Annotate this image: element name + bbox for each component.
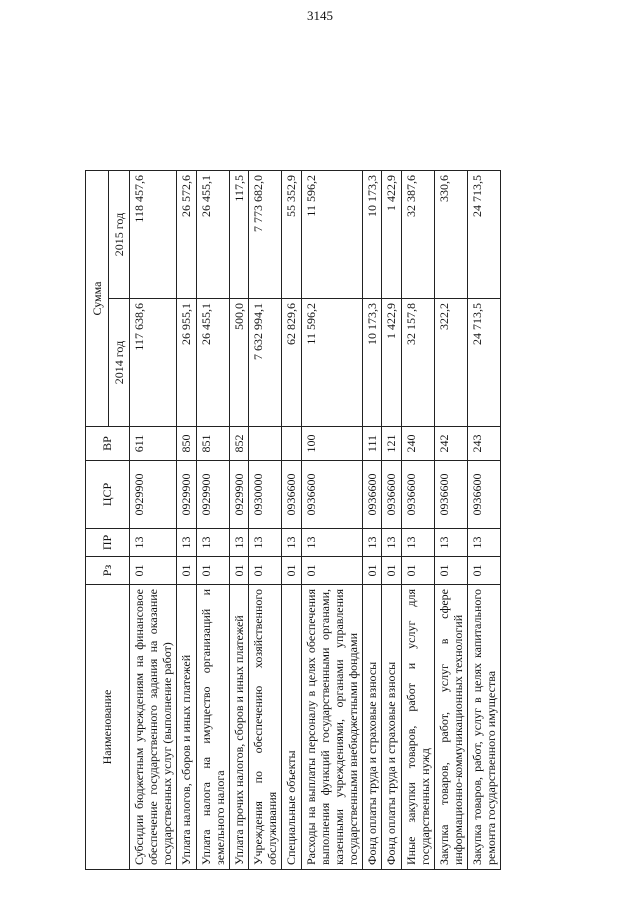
- row-name: Специальные объекты: [282, 585, 301, 870]
- row-vr: 240: [401, 427, 434, 461]
- row-vr: 851: [196, 427, 229, 461]
- table-row: [401, 171, 434, 870]
- row-sum-2014: 26 955,1: [177, 299, 196, 427]
- row-rz: 01: [249, 557, 282, 585]
- row-sum-2015: 7 773 682,0: [249, 171, 282, 299]
- row-sum-2015: 24 713,5: [468, 171, 501, 299]
- header-csr: ЦСР: [86, 461, 130, 529]
- row-pr: 13: [229, 529, 248, 557]
- row-name: Расходы на выплаты персоналу в целях обеспечения выполнения функций государственными органами, казенными учреждениями, органами управления государственными внебюджетными фондами: [301, 585, 363, 870]
- table-row: [301, 171, 363, 870]
- row-name: Уплата прочих налогов, сборов и иных платежей: [229, 585, 248, 870]
- row-sum-2015: 1 422,9: [382, 171, 401, 299]
- row-vr: [282, 427, 301, 461]
- row-rz: 01: [229, 557, 248, 585]
- row-vr: 111: [363, 427, 382, 461]
- row-sum-2014: 62 829,6: [282, 299, 301, 427]
- row-vr: 100: [301, 427, 363, 461]
- row-vr: 611: [130, 427, 177, 461]
- budget-table: [85, 170, 501, 870]
- row-sum-2015: 32 387,6: [401, 171, 434, 299]
- row-sum-2014: 1 422,9: [382, 299, 401, 427]
- header-2015: 2015 год: [109, 171, 130, 299]
- row-sum-2014: 7 632 994,1: [249, 299, 282, 427]
- row-sum-2015: 330,6: [434, 171, 467, 299]
- row-rz: 01: [130, 557, 177, 585]
- row-pr: 13: [301, 529, 363, 557]
- row-vr: 121: [382, 427, 401, 461]
- row-name: Субсидии бюджетным учреждениям на финансовое обеспечение государственного задания на оказание государственных услуг (выполнение работ): [130, 585, 177, 870]
- row-rz: 01: [382, 557, 401, 585]
- table-row: [382, 171, 401, 870]
- row-vr: [249, 427, 282, 461]
- row-name: Иные закупки товаров, работ и услуг для государственных нужд: [401, 585, 434, 870]
- row-csr: 0929900: [196, 461, 229, 529]
- row-name: Уплата налога на имущество организаций и земельного налога: [196, 585, 229, 870]
- row-sum-2014: 500,0: [229, 299, 248, 427]
- rotated-table-container: [85, 170, 575, 870]
- row-pr: 13: [177, 529, 196, 557]
- row-csr: 0936600: [401, 461, 434, 529]
- row-rz: 01: [401, 557, 434, 585]
- table-row: [434, 171, 467, 870]
- row-sum-2014: 10 173,3: [363, 299, 382, 427]
- row-csr: 0936600: [468, 461, 501, 529]
- table-row: [363, 171, 382, 870]
- header-vr: ВР: [86, 427, 130, 461]
- header-2014: 2014 год: [109, 299, 130, 427]
- row-sum-2014: 322,2: [434, 299, 467, 427]
- row-name: Закупка товаров, работ, услуг в целях капитального ремонта государственного имущества: [468, 585, 501, 870]
- page-number: 3145: [307, 8, 333, 23]
- row-rz: 01: [434, 557, 467, 585]
- table-body: [130, 171, 501, 870]
- row-name: Фонд оплаты труда и страховые взносы: [363, 585, 382, 870]
- row-name: Закупка товаров, работ, услуг в сфере информационно-коммуникационных технологий: [434, 585, 467, 870]
- row-pr: 13: [249, 529, 282, 557]
- row-vr: 850: [177, 427, 196, 461]
- row-rz: 01: [196, 557, 229, 585]
- row-rz: 01: [177, 557, 196, 585]
- row-pr: 13: [434, 529, 467, 557]
- row-csr: 0936600: [301, 461, 363, 529]
- table-row: [130, 171, 177, 870]
- row-sum-2014: 24 713,5: [468, 299, 501, 427]
- row-sum-2015: 55 352,9: [282, 171, 301, 299]
- row-pr: 13: [382, 529, 401, 557]
- table-row: [468, 171, 501, 870]
- table-row: [282, 171, 301, 870]
- row-rz: 01: [363, 557, 382, 585]
- row-name: Учреждения по обеспечению хозяйственного обслуживания: [249, 585, 282, 870]
- row-csr: 0936600: [382, 461, 401, 529]
- row-rz: 01: [282, 557, 301, 585]
- row-vr: 243: [468, 427, 501, 461]
- row-rz: 01: [468, 557, 501, 585]
- row-sum-2015: 117,5: [229, 171, 248, 299]
- row-name: Фонд оплаты труда и страховые взносы: [382, 585, 401, 870]
- row-sum-2014: 32 157,8: [401, 299, 434, 427]
- row-name: Уплата налогов, сборов и иных платежей: [177, 585, 196, 870]
- table-row: [249, 171, 282, 870]
- row-csr: 0929900: [130, 461, 177, 529]
- header-name: Наименование: [86, 585, 130, 870]
- row-csr: 0930000: [249, 461, 282, 529]
- row-csr: 0936600: [363, 461, 382, 529]
- header-rz: Рз: [86, 557, 130, 585]
- row-sum-2014: 26 455,1: [196, 299, 229, 427]
- row-sum-2014: 11 596,2: [301, 299, 363, 427]
- row-pr: 13: [282, 529, 301, 557]
- row-vr: 242: [434, 427, 467, 461]
- row-sum-2015: 10 173,3: [363, 171, 382, 299]
- row-csr: 0929900: [229, 461, 248, 529]
- row-rz: 01: [301, 557, 363, 585]
- row-pr: 13: [401, 529, 434, 557]
- row-csr: 0929900: [177, 461, 196, 529]
- row-vr: 852: [229, 427, 248, 461]
- header-sum: Сумма: [86, 171, 109, 427]
- row-sum-2015: 11 596,2: [301, 171, 363, 299]
- table-row: [196, 171, 229, 870]
- row-pr: 13: [130, 529, 177, 557]
- table-row: [177, 171, 196, 870]
- row-pr: 13: [196, 529, 229, 557]
- row-sum-2015: 118 457,6: [130, 171, 177, 299]
- row-sum-2015: 26 572,6: [177, 171, 196, 299]
- row-pr: 13: [468, 529, 501, 557]
- row-csr: 0936600: [434, 461, 467, 529]
- header-pr: ПР: [86, 529, 130, 557]
- row-pr: 13: [363, 529, 382, 557]
- row-csr: 0936600: [282, 461, 301, 529]
- table-row: [229, 171, 248, 870]
- row-sum-2014: 117 638,6: [130, 299, 177, 427]
- row-sum-2015: 26 455,1: [196, 171, 229, 299]
